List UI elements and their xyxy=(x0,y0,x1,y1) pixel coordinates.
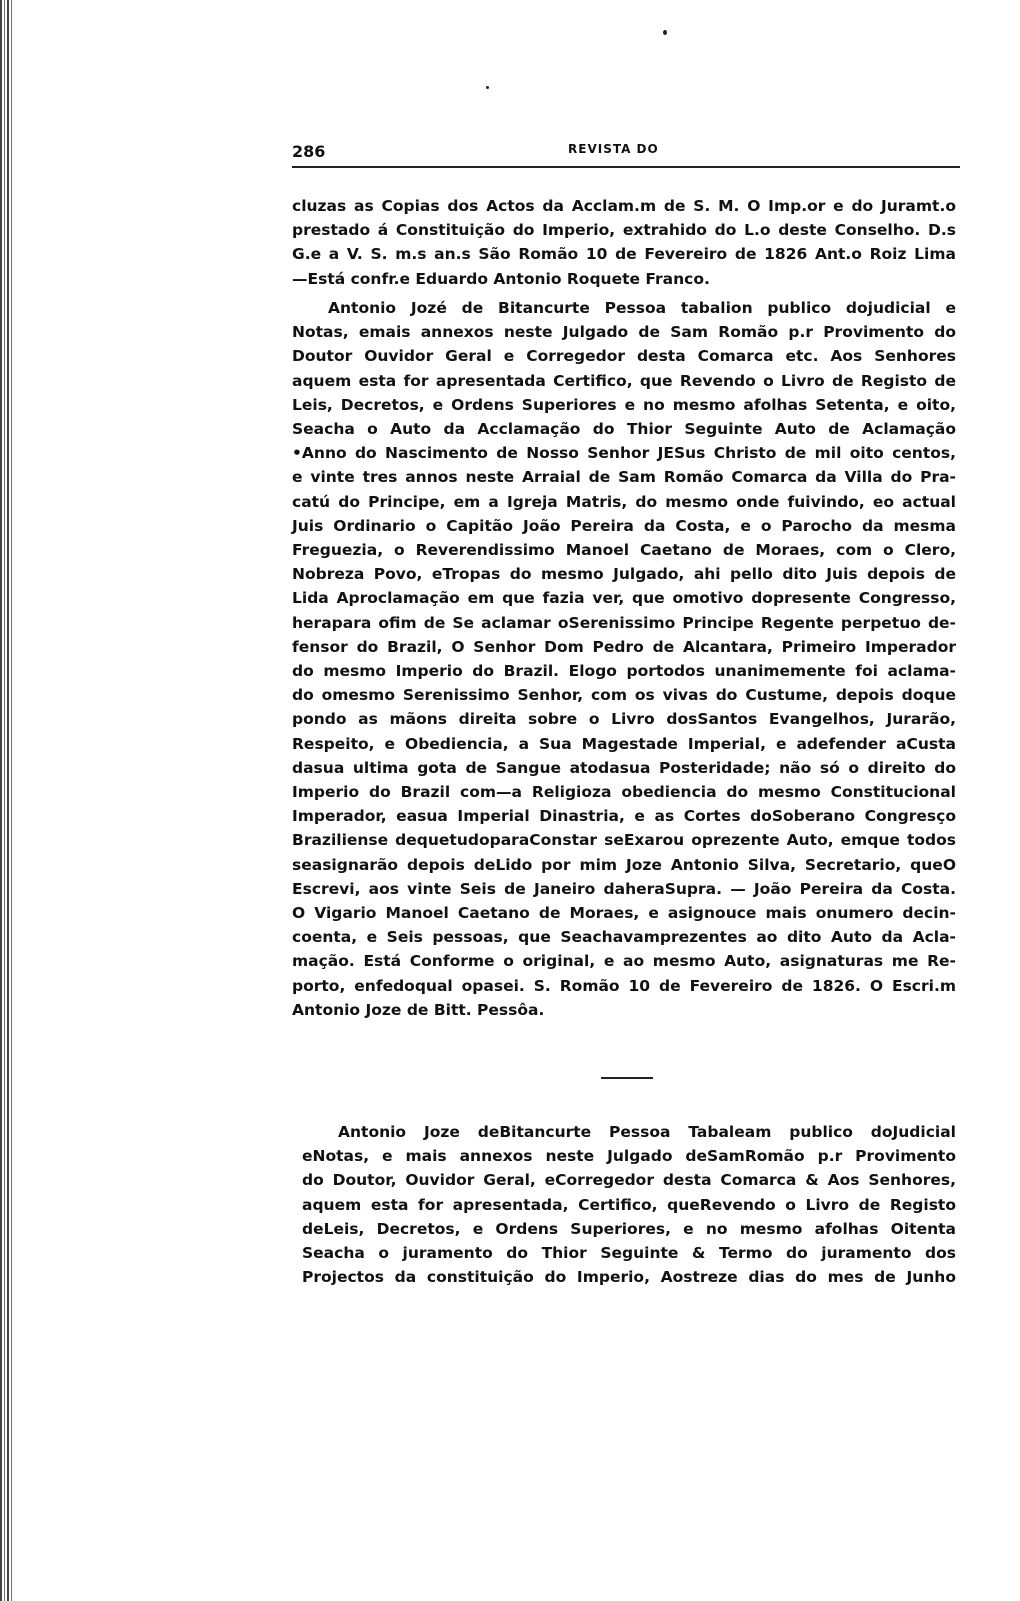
text-line: deLeis, Decretos, e Ordens Superiores, e no mesmo afolhas Oitenta xyxy=(302,1219,956,1238)
text-line: G.e a V. S. m.s an.s São Romão 10 de Fevereiro de 1826 Ant.o Roiz Lima xyxy=(292,245,956,264)
text-line: coenta, e Seis pessoas, que Seachavamprezentes ao dito Auto da Acla- xyxy=(292,928,956,947)
text-line: Juis Ordinario o Capitão João Pereira da Costa, e o Parocho da mesma xyxy=(292,516,956,535)
text-line: catú do Principe, em a Igreja Matris, do mesmo onde fuivindo, eo actual xyxy=(292,492,956,511)
header-rule xyxy=(292,166,960,168)
text-line: Antonio Joze deBitancurte Pessoa Tabaleam publico doJudicial xyxy=(338,1123,956,1141)
text-line: Leis, Decretos, e Ordens Superiores e no mesmo afolhas Setenta, e oito, xyxy=(292,395,956,414)
text-line: Antonio Jozé de Bitancurte Pessoa tabalion publico dojudicial e xyxy=(328,299,956,317)
page-header xyxy=(292,138,960,168)
text-line: seasignarão depois deLido por mim Joze Antonio Silva, Secretario, queO xyxy=(292,855,956,874)
text-line: porto, enfedoqual opasei. S. Romão 10 de Fevereiro de 1826. O Escri.m xyxy=(292,976,956,995)
section-separator xyxy=(601,1077,653,1079)
text-line: O Vigario Manoel Caetano de Moraes, e asignouce mais onumero decin- xyxy=(292,904,956,923)
text-line: Imperio do Brazil com—a Religioza obediencia do mesmo Constitucional xyxy=(292,783,956,802)
text-line: pondo as mãons direita sobre o Livro dosSantos Evangelhos, Jurarão, xyxy=(292,710,956,729)
text-line: Projectos da constituição do Imperio, Aostreze dias do mes de Junho xyxy=(302,1268,956,1287)
ink-speck xyxy=(486,86,489,89)
text-line: Doutor Ouvidor Geral e Corregedor desta Comarca etc. Aos Senhores xyxy=(292,347,956,366)
text-line: mação. Está Conforme o original, e ao mesmo Auto, asignaturas me Re- xyxy=(292,952,956,971)
text-line: Seacha o juramento do Thior Seguinte & Termo do juramento dos xyxy=(302,1244,956,1263)
text-line: —Está confr.e Eduardo Antonio Roquete Franco. xyxy=(292,269,710,288)
text-line: dasua ultima gota de Sangue atodasua Posteridade; não só o direito do xyxy=(292,758,956,777)
paragraph-1 xyxy=(292,194,956,291)
text-line: aquem esta for apresentada, Certifico, queRevendo o Livro de Registo xyxy=(302,1195,956,1214)
text-line: Braziliense dequetudoparaConstar seExarou oprezente Auto, emque todos xyxy=(292,831,956,850)
text-line: Escrevi, aos vinte Seis de Janeiro daheraSupra. — João Pereira da Costa. xyxy=(292,879,956,898)
text-line: herapara ofim de Se aclamar oSerenissimo Principe Regente perpetuo de- xyxy=(292,613,956,632)
text-line: Freguezia, o Reverendissimo Manoel Caetano de Moraes, com o Clero, xyxy=(292,541,956,560)
text-line: cluzas as Copias dos Actos da Acclam.m de S. M. O Imp.or e do Juramt.o xyxy=(292,197,956,215)
text-line: Lida Aproclamação em que fazia ver, que omotivo dopresente Congresso, xyxy=(292,589,956,608)
text-line: •Anno do Nascimento de Nosso Senhor JESus Christo de mil oito centos, xyxy=(292,444,956,463)
text-line: Respeito, e Obediencia, a Sua Magestade Imperial, e adefender aCusta xyxy=(292,734,956,753)
paragraph-3 xyxy=(302,1120,956,1289)
text-line: fensor do Brazil, O Senhor Dom Pedro de Alcantara, Primeiro Imperador xyxy=(292,637,956,656)
ink-speck xyxy=(663,30,667,35)
page-binding-edge xyxy=(0,0,14,1601)
text-line: prestado á Constituição do Imperio, extrahido do L.o deste Conselho. D.s xyxy=(292,221,956,240)
text-line: do mesmo Imperio do Brazil. Elogo portodos unanimemente foi aclama- xyxy=(292,662,956,681)
text-line: do Doutor, Ouvidor Geral, eCorregedor desta Comarca & Aos Senhores, xyxy=(302,1171,956,1190)
paragraph-2 xyxy=(292,296,956,1022)
text-line: aquem esta for apresentada Certifico, que Revendo o Livro de Registo de xyxy=(292,371,956,390)
page-number: 286 xyxy=(292,142,326,161)
running-title: REVISTA DO xyxy=(568,142,659,156)
text-line: eNotas, e mais annexos neste Julgado deSamRomão p.r Provimento xyxy=(302,1147,956,1166)
text-line: do omesmo Serenissimo Senhor, com os vivas do Custume, depois doque xyxy=(292,686,956,705)
text-line: Nobreza Povo, eTropas do mesmo Julgado, ahi pello dito Juis depois de xyxy=(292,565,956,584)
text-line: Seacha o Auto da Acclamação do Thior Seguinte Auto de Aclamação xyxy=(292,420,956,439)
text-line: Imperador, easua Imperial Dinastria, e as Cortes doSoberano Congresço xyxy=(292,807,956,826)
text-line: Antonio Joze de Bitt. Pessôa. xyxy=(292,1000,545,1019)
text-line: e vinte tres annos neste Arraial de Sam Romão Comarca da Villa do Pra- xyxy=(292,468,956,487)
text-line: Notas, emais annexos neste Julgado de Sam Romão p.r Provimento do xyxy=(292,323,956,342)
